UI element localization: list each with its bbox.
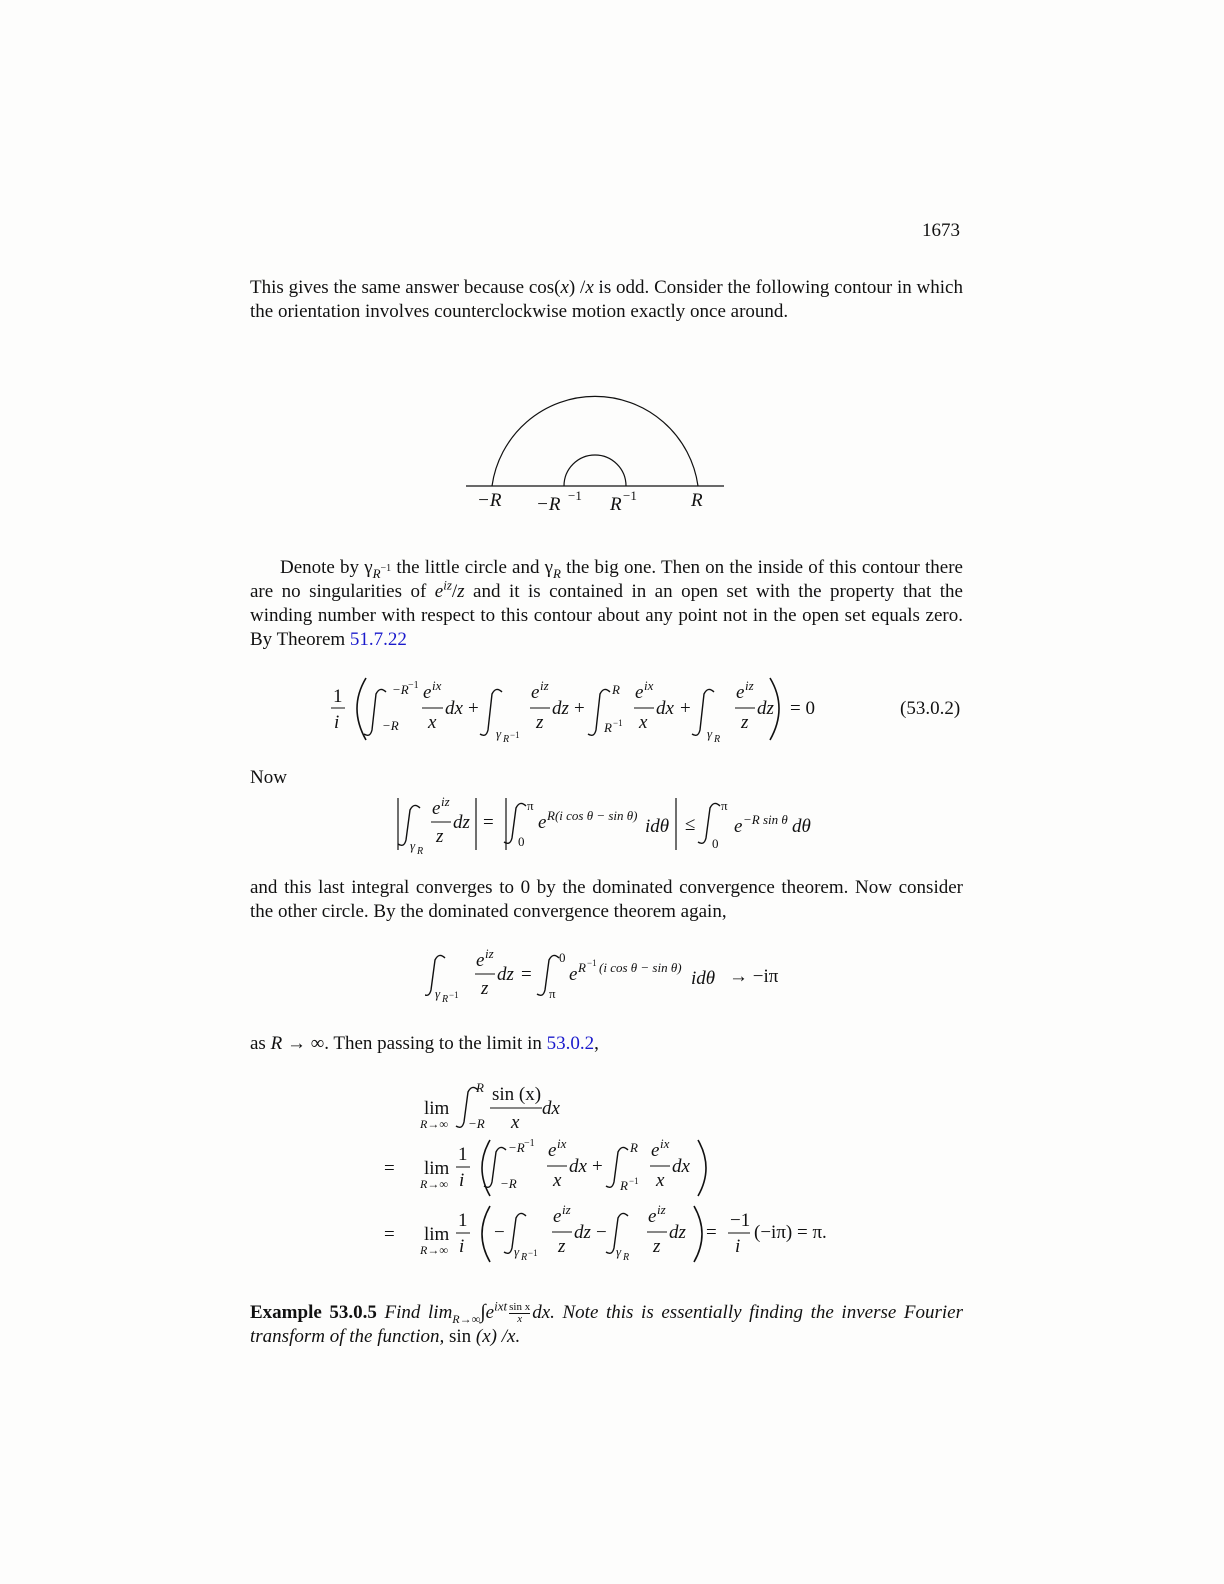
eq-token: z [653, 1236, 661, 1257]
label-R-inv-exp: −1 [623, 488, 637, 503]
big-arc [492, 396, 698, 486]
eq-token: π [527, 798, 534, 813]
eq-token: = [483, 812, 494, 833]
text: / [451, 581, 458, 602]
eq-token: idθ [691, 968, 716, 989]
math-var: R [270, 1033, 283, 1054]
math-sup: −1 [380, 563, 392, 574]
eq-token: (−iπ) = π. [754, 1222, 827, 1243]
page-number: 1673 [922, 220, 960, 241]
eq-token: iz [562, 1202, 571, 1217]
eq-token: 0 [712, 836, 719, 851]
label-R: R [691, 490, 703, 511]
label-R-inv: R [610, 494, 622, 515]
eq-token: R [442, 994, 449, 1005]
equation-53-0-2 [320, 672, 980, 752]
text: Denote by [280, 557, 365, 578]
eq-token: e [432, 798, 441, 819]
eq-token: −1 [730, 1210, 751, 1231]
eq-token: dx [672, 1156, 690, 1177]
math-var: γ [364, 557, 373, 578]
eq-token: π [549, 986, 556, 1001]
integral-sign [398, 805, 420, 845]
eq-token: − [596, 1222, 607, 1243]
eq-token: = [384, 1224, 395, 1245]
math-sub: R [372, 565, 381, 581]
left-paren [482, 1206, 490, 1262]
eq-token: dz [497, 964, 514, 985]
eq-token: 0 [559, 950, 566, 965]
eq-token: z [481, 978, 489, 999]
text: (x) /x. [471, 1326, 521, 1348]
text: dx. Note this is essentially finding the inverse Fourier transform of the function, [250, 1302, 964, 1348]
eq-token: lim [424, 1158, 450, 1179]
text: is odd. Consider the following contour in which the orientation involves counterclockwise motion exactly once around. [250, 277, 963, 322]
contour-figure [440, 370, 760, 520]
eq-token: e [553, 1206, 562, 1227]
eq-token: + [680, 698, 691, 719]
text: → ∞. Then passing to the limit in [282, 1033, 547, 1054]
eq-token: dz [574, 1222, 591, 1243]
paragraph-dominated: and this last integral converges to 0 by the dominated convergence theorem. Now consider the other circle. By the dominated convergence theorem again, [250, 877, 963, 922]
eq-token: R [476, 1080, 484, 1095]
eq-token: dz [757, 698, 774, 719]
eq-token: e [651, 1140, 660, 1161]
eq-token: = [384, 1158, 395, 1179]
eq-token: −1 [613, 718, 623, 728]
frac-den: x [517, 1313, 523, 1326]
equation-limit-derivation [380, 1074, 860, 1270]
eq-token: = [521, 964, 532, 985]
eq-token: −1 [449, 990, 459, 1000]
eq-token: R(i cos θ − sin θ) [547, 808, 638, 823]
paragraph-denote [250, 556, 963, 652]
eq-token: ix [557, 1136, 567, 1151]
eq-token: e [548, 1140, 557, 1161]
eq-token: γ [616, 1244, 622, 1259]
eq-token: 1 [458, 1210, 468, 1231]
eq-token: z [536, 712, 544, 733]
eq-token: dz [552, 698, 569, 719]
eq-token: z [436, 826, 444, 847]
eq-token: (i cos θ − sin θ) [599, 960, 682, 975]
eq-token: R [630, 1140, 638, 1155]
eq-token: R [417, 846, 424, 857]
eq-token: z [558, 1236, 566, 1257]
eq-token: x [511, 1112, 520, 1133]
math-sub: R→∞ [452, 1311, 481, 1326]
eq-token: dx [542, 1098, 560, 1119]
integral-sign [537, 955, 559, 995]
eq-token: γ [435, 986, 441, 1001]
eq-token: ix [432, 678, 442, 693]
eq-token: dz [669, 1222, 686, 1243]
math-var: x [585, 277, 594, 298]
eq-token: −R [468, 1116, 485, 1131]
eq-token: R [521, 1252, 528, 1263]
example-53-0-5: Example 53.0.5 Find $\lim_{R\to\infty}\int e^{ixt}$ $\frac{\text{sin x}}{x}$ dx. Note this is essentially finding the inverse Fourier transform of the function, sin (x) /x. [250, 1298, 964, 1348]
paragraph-limit [250, 1032, 963, 1056]
eq-token: γ [496, 726, 502, 741]
math-var: e [434, 581, 444, 602]
eq-token: R [714, 734, 721, 745]
text: , [594, 1033, 599, 1054]
eq-token: ≤ [685, 814, 696, 835]
eq-token: lim [424, 1224, 450, 1245]
now-label: Now [250, 767, 287, 788]
math-var: γ [544, 557, 554, 578]
eq-token: i [459, 1170, 465, 1191]
eq-token: e [736, 682, 745, 703]
eq-token: ix [644, 678, 654, 693]
eq-token: + [574, 698, 585, 719]
eq-token: sin (x) [492, 1084, 542, 1105]
text: This gives the same answer because cos [250, 277, 555, 298]
left-paren [357, 678, 366, 740]
eq-token: lim [424, 1098, 450, 1119]
eq-token: R→∞ [420, 1243, 448, 1257]
eq-token: z [741, 712, 749, 733]
frac-num: sin x [509, 1301, 531, 1314]
text: and it is contained in an open set with the property that the winding number with respect to this contour about any point not in the open set equals zero. By Theorem [250, 581, 963, 650]
eq-token: −1 [510, 730, 520, 740]
eq-token: dx [569, 1156, 587, 1177]
eq-token: −1 [524, 1138, 535, 1149]
math-var: x [560, 277, 569, 298]
eq-token: R [578, 960, 586, 975]
eq-token: R [623, 1252, 630, 1263]
equation-bound-big-circle [390, 792, 830, 858]
eq-token: −1 [587, 958, 597, 968]
math-var: e [485, 1302, 495, 1323]
right-paren [698, 1140, 706, 1196]
eq-token: −R sin θ [743, 812, 788, 827]
eq-token: π [721, 798, 728, 813]
label-minus-R-inv-exp: −1 [568, 488, 582, 503]
eq-token: R [620, 1178, 628, 1193]
eq-token: −R [508, 1140, 525, 1155]
eq-token: − [494, 1222, 505, 1243]
eq-token: R→∞ [420, 1177, 448, 1191]
text: sin [448, 1326, 472, 1348]
eq-token: R [604, 720, 612, 735]
eq-token: γ [410, 838, 416, 853]
eq-token: e [538, 812, 547, 833]
eq-token: iz [657, 1202, 666, 1217]
eq-token: γ [707, 726, 713, 741]
example-label: Example 53.0.5 [250, 1302, 377, 1323]
label-minus-R: −R [477, 490, 502, 511]
eq-token: = 0 [790, 698, 815, 719]
eq-token: R [612, 682, 620, 697]
eq-token: + [468, 698, 479, 719]
eq-token: ix [660, 1136, 670, 1151]
eq-token: e [476, 950, 485, 971]
paragraph-intro [250, 276, 963, 324]
text: as [250, 1033, 271, 1054]
label-minus-R-inv: −R [536, 494, 561, 515]
eq-token: x [428, 712, 437, 733]
math-sup: ixt [494, 1298, 508, 1314]
text: Find lim [384, 1302, 453, 1323]
equation-small-circle [425, 944, 795, 1008]
eq-token: i [735, 1236, 741, 1257]
eq-token: x [656, 1170, 665, 1191]
eq-token: iz [540, 678, 549, 693]
eq-token: e [734, 816, 743, 837]
eq-token: e [648, 1206, 657, 1227]
eq-token: i [334, 712, 340, 733]
right-paren [694, 1206, 702, 1262]
equation-link[interactable]: 53.0.2 [546, 1033, 595, 1054]
eq-token: −R [392, 682, 409, 697]
eq-token: iz [441, 794, 450, 809]
equation-number: (53.0.2) [900, 698, 961, 719]
eq-token: = [706, 1222, 717, 1243]
eq-token: 0 [518, 834, 525, 849]
eq-token: e [635, 682, 644, 703]
eq-token: 1 [458, 1144, 468, 1165]
math-sup: iz [443, 577, 452, 593]
eq-token: x [553, 1170, 562, 1191]
eq-token: i [459, 1236, 465, 1257]
eq-token: x [639, 712, 648, 733]
eq-token: −R [382, 718, 399, 733]
eq-token: −1 [629, 1176, 639, 1186]
small-arc [564, 455, 626, 486]
eq-token: + [592, 1156, 603, 1177]
eq-token: e [531, 682, 540, 703]
text: ) / [568, 277, 586, 298]
math-var: z [457, 581, 465, 602]
eq-token: −1 [528, 1248, 538, 1258]
eq-token: −1 [408, 680, 419, 691]
eq-token: dx [445, 698, 463, 719]
eq-token: e [423, 682, 432, 703]
theorem-link[interactable]: 51.7.22 [349, 629, 407, 650]
eq-token: e [569, 964, 578, 985]
eq-token: dθ [792, 816, 811, 837]
eq-token: idθ [645, 816, 670, 837]
eq-token: dz [453, 812, 470, 833]
eq-token: dx [656, 698, 674, 719]
eq-token: R→∞ [420, 1117, 448, 1131]
eq-token: −R [500, 1176, 517, 1191]
eq-token: 1 [333, 686, 343, 707]
eq-token: γ [514, 1244, 520, 1259]
eq-token: → −iπ [729, 966, 779, 987]
math-sub: R [553, 565, 561, 581]
text: the little circle and [391, 557, 545, 578]
text: the big one. Then on the inside of this contour there are no singularities of [250, 557, 963, 602]
eq-token: iz [485, 946, 494, 961]
eq-token: iz [745, 678, 754, 693]
eq-token: R [503, 734, 510, 745]
text: ( [554, 277, 561, 298]
